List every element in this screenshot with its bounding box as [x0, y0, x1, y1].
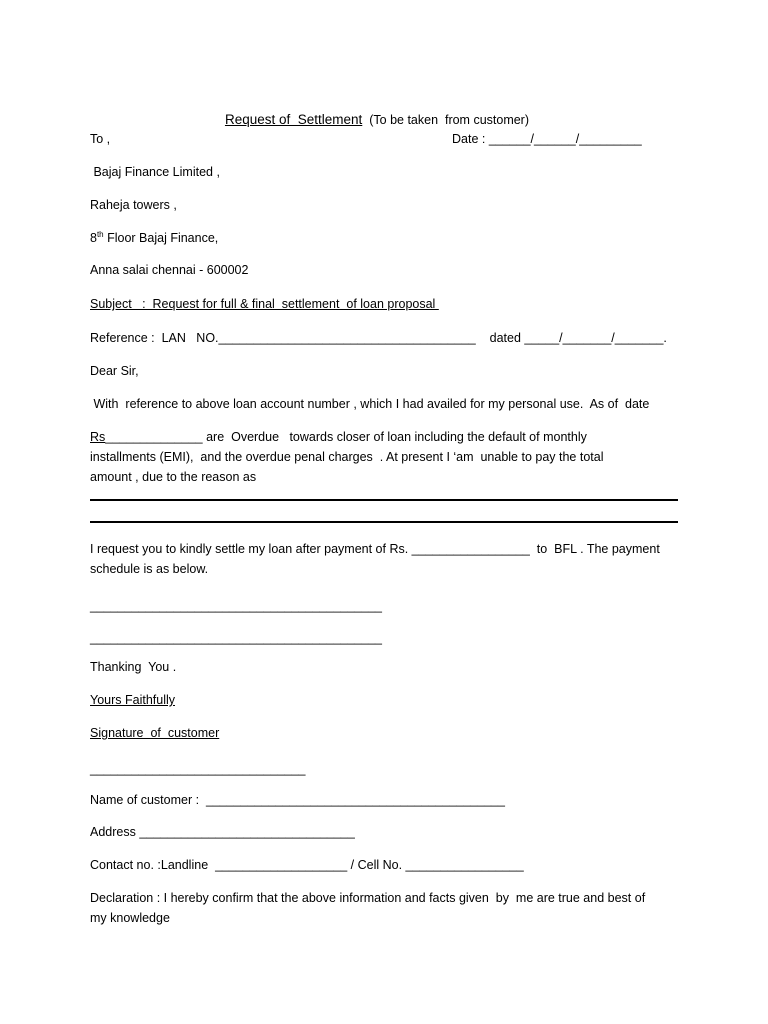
body-paragraph-3-line-2: schedule is as below.	[90, 562, 209, 576]
document-title: Request of Settlement	[224, 112, 363, 127]
body-paragraph-2-line-2: installments (EMI), and the overdue penal charges . At present I ‘am unable to pay the total	[90, 450, 604, 464]
customer-address-field[interactable]: Address _______________________________	[90, 825, 355, 839]
address-line-2: Raheja towers ,	[90, 198, 177, 212]
to-label: To ,	[90, 132, 111, 146]
document-title-row	[218, 96, 529, 128]
rs-amount-blank[interactable]: ______________	[105, 430, 203, 444]
signature-label: Signature of customer	[90, 726, 220, 740]
customer-name-field[interactable]: Name of customer : ___________________________________________	[90, 793, 505, 807]
overdue-text: are Overdue towards closer of loan including the default of monthly	[202, 430, 587, 444]
reason-line-2[interactable]	[90, 521, 678, 523]
reference-line[interactable]: Reference : LAN NO._____________________________________ dated _____/_______/_______.	[90, 331, 667, 345]
body-paragraph-3-line-1[interactable]: I request you to kindly settle my loan after payment of Rs. _________________ to BFL . The payment	[90, 542, 660, 556]
schedule-line-1[interactable]: __________________________________________	[90, 599, 382, 613]
yours-faithfully: Yours Faithfully	[90, 693, 175, 707]
signature-line[interactable]: _______________________________	[90, 762, 306, 776]
floor-suffix: th	[96, 229, 104, 239]
address-line-3	[90, 230, 218, 246]
reason-line-1[interactable]	[90, 499, 678, 501]
address-line-3-rest: Floor Bajaj Finance,	[103, 231, 219, 245]
floor-number: 8	[90, 231, 97, 245]
subject-line: Subject : Request for full & final settlement of loan proposal	[90, 297, 439, 311]
address-line-1: Bajaj Finance Limited ,	[90, 165, 220, 179]
contact-number-field[interactable]: Contact no. :Landline ___________________ / Cell No. _________________	[90, 858, 524, 872]
date-field[interactable]: Date : ______/______/_________	[452, 132, 642, 146]
thanking-you: Thanking You .	[90, 660, 177, 674]
rs-label: Rs	[90, 430, 106, 444]
body-paragraph-2-line-1	[90, 429, 587, 445]
schedule-line-2[interactable]: __________________________________________	[90, 631, 382, 645]
salutation: Dear Sir,	[90, 364, 139, 378]
body-paragraph-1: With reference to above loan account number , which I had availed for my personal use. As of date	[90, 397, 650, 411]
declaration-line-2: my knowledge	[90, 911, 170, 925]
title-note: (To be taken from customer)	[362, 113, 530, 127]
address-line-4: Anna salai chennai - 600002	[90, 263, 249, 277]
body-paragraph-2-line-3: amount , due to the reason as	[90, 470, 257, 484]
declaration-line-1: Declaration : I hereby confirm that the above information and facts given by me are true and best of	[90, 891, 646, 905]
